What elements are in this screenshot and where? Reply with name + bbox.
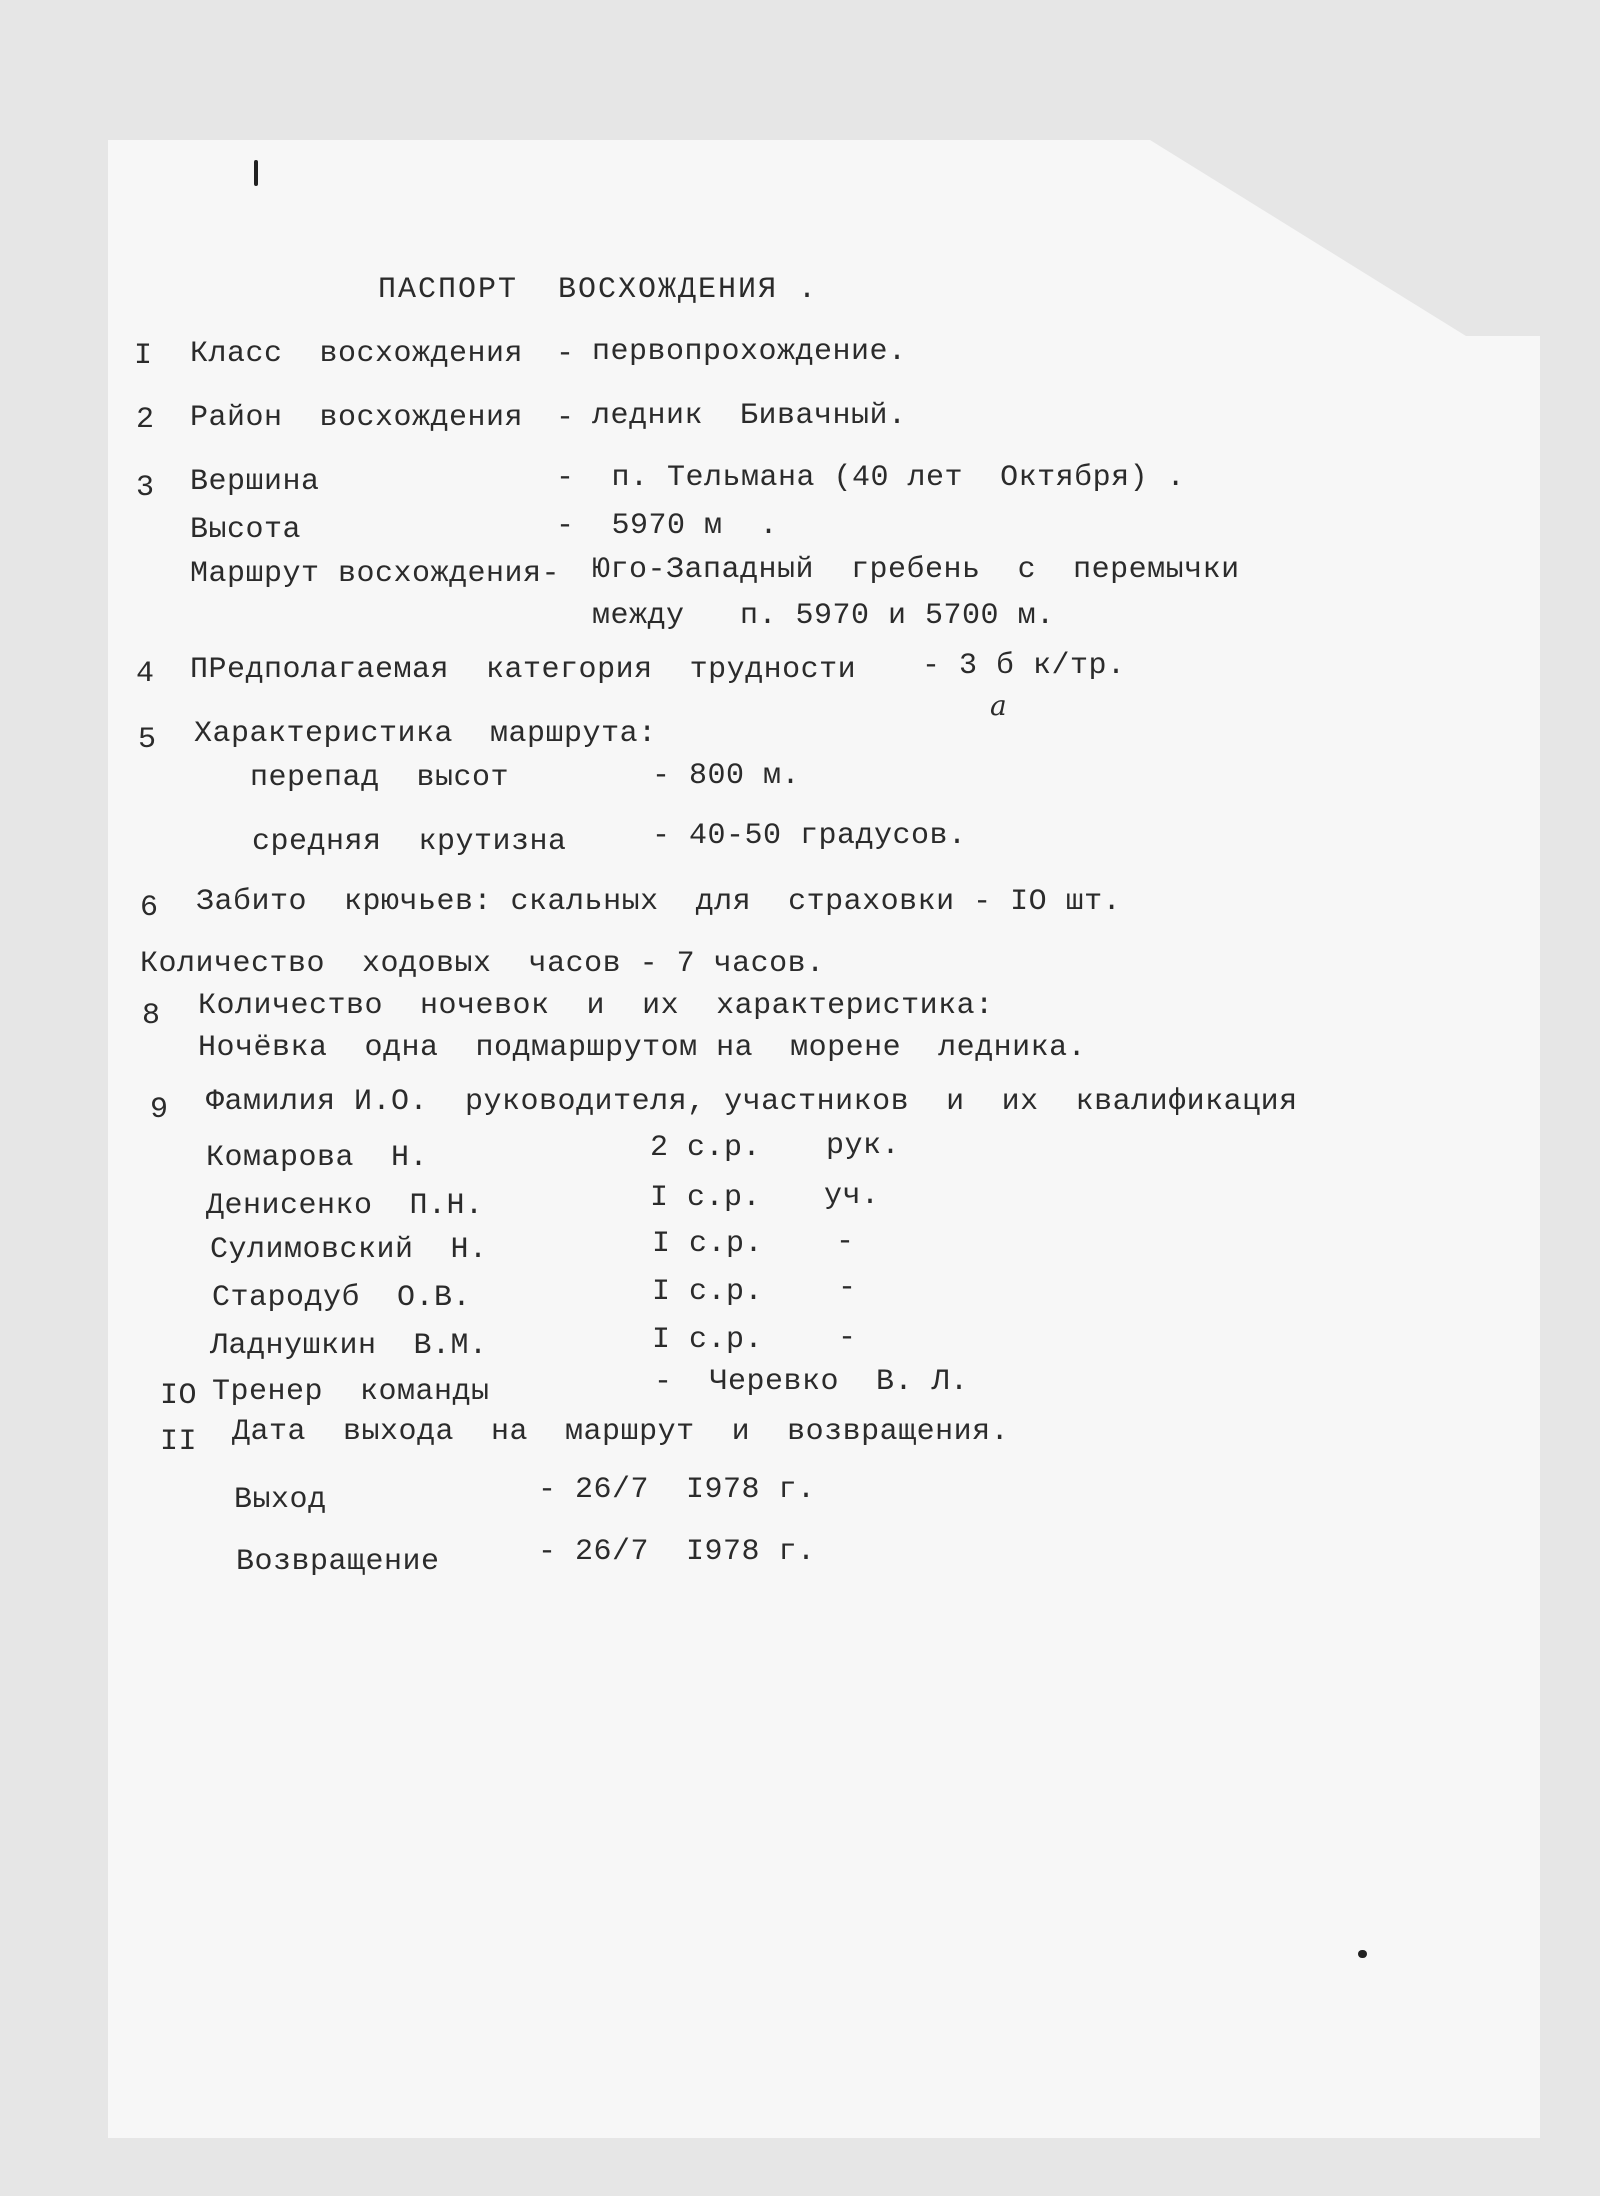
item-value: - 26/7 I978 г.: [538, 1473, 816, 1507]
item-number: 6: [140, 891, 159, 925]
item-label: Выход: [234, 1483, 327, 1517]
item-number: I: [134, 339, 153, 373]
item-value: - п. Тельмана (40 лет Октября) .: [556, 461, 1186, 495]
member-role: рук.: [826, 1129, 901, 1163]
item-label: средняя крутизна: [252, 825, 567, 859]
document-sheet: [108, 140, 1540, 2138]
item-value: - Черевко В. Л.: [654, 1365, 969, 1399]
member-rank: I с.р.: [650, 1181, 762, 1215]
member-rank: I с.р.: [652, 1227, 764, 1261]
item-value: - 3 б к/тр.: [922, 649, 1126, 683]
item-value: - 40-50 градусов.: [652, 819, 967, 853]
member-role: -: [836, 1225, 855, 1259]
item-label: Количество ночевок и их характеристика:: [198, 989, 994, 1023]
item-label: Количество ходовых часов - 7 часов.: [140, 947, 825, 981]
item-label: Район восхождения: [190, 401, 524, 435]
item-label: Маршрут восхождения-: [190, 557, 561, 591]
item-label: Вершина: [190, 465, 320, 499]
item-number: 2: [136, 403, 155, 437]
item-value: - 5970 м .: [556, 509, 779, 543]
handwritten-note: a: [990, 689, 1008, 722]
page-title: ПАСПОРТ ВОСХОЖДЕНИЯ .: [378, 273, 819, 307]
item-label: Забито крючьев: скальных для страховки - IO шт.: [196, 885, 1122, 919]
item-value: Юго-Западный гребень с перемычки: [592, 553, 1240, 587]
item-dash: -: [556, 337, 575, 371]
member-role: -: [838, 1271, 857, 1305]
item-label: ПРедполагаемая категория трудности: [190, 653, 857, 687]
member-role: уч.: [824, 1179, 880, 1213]
member-name: Сулимовский Н.: [210, 1233, 488, 1267]
member-name: Комарова Н.: [206, 1141, 429, 1175]
item-value: - 26/7 I978 г.: [538, 1535, 816, 1569]
item-label: перепад высот: [250, 761, 510, 795]
item-label: Возвращение: [236, 1545, 440, 1579]
item-label: Фамилия И.О. руководителя, участников и их квалификация: [206, 1085, 1298, 1119]
item-value: первопрохождение.: [592, 335, 907, 369]
item-value: между п. 5970 и 5700 м.: [592, 599, 1055, 633]
ink-mark: [1358, 1950, 1367, 1958]
item-value: Ночёвка одна подмаршрутом на морене ледника.: [198, 1031, 1087, 1065]
member-name: Стародуб О.В.: [212, 1281, 472, 1315]
item-number: II: [160, 1425, 198, 1459]
item-label: Тренер команды: [212, 1375, 490, 1409]
item-number: 8: [142, 999, 161, 1033]
member-name: Денисенко П.Н.: [206, 1189, 484, 1223]
item-label: Класс восхождения: [190, 337, 524, 371]
item-dash: -: [556, 401, 575, 435]
member-rank: I с.р.: [652, 1275, 764, 1309]
item-number: IO: [160, 1379, 198, 1413]
item-number: 9: [150, 1093, 169, 1127]
member-rank: 2 с.р.: [650, 1131, 762, 1165]
item-number: 4: [136, 657, 155, 691]
member-rank: I с.р.: [652, 1323, 764, 1357]
item-number: 3: [136, 471, 155, 505]
item-value: - 800 м.: [652, 759, 801, 793]
item-number: 5: [138, 723, 157, 757]
item-label: Высота: [190, 513, 302, 547]
item-label: Дата выхода на маршрут и возвращения.: [232, 1415, 1010, 1449]
member-name: Ладнушкин В.М.: [210, 1329, 488, 1363]
item-value: ледник Бивачный.: [592, 399, 907, 433]
member-role: -: [838, 1321, 857, 1355]
item-label: Характеристика маршрута:: [194, 717, 657, 751]
ink-mark: [254, 160, 258, 186]
